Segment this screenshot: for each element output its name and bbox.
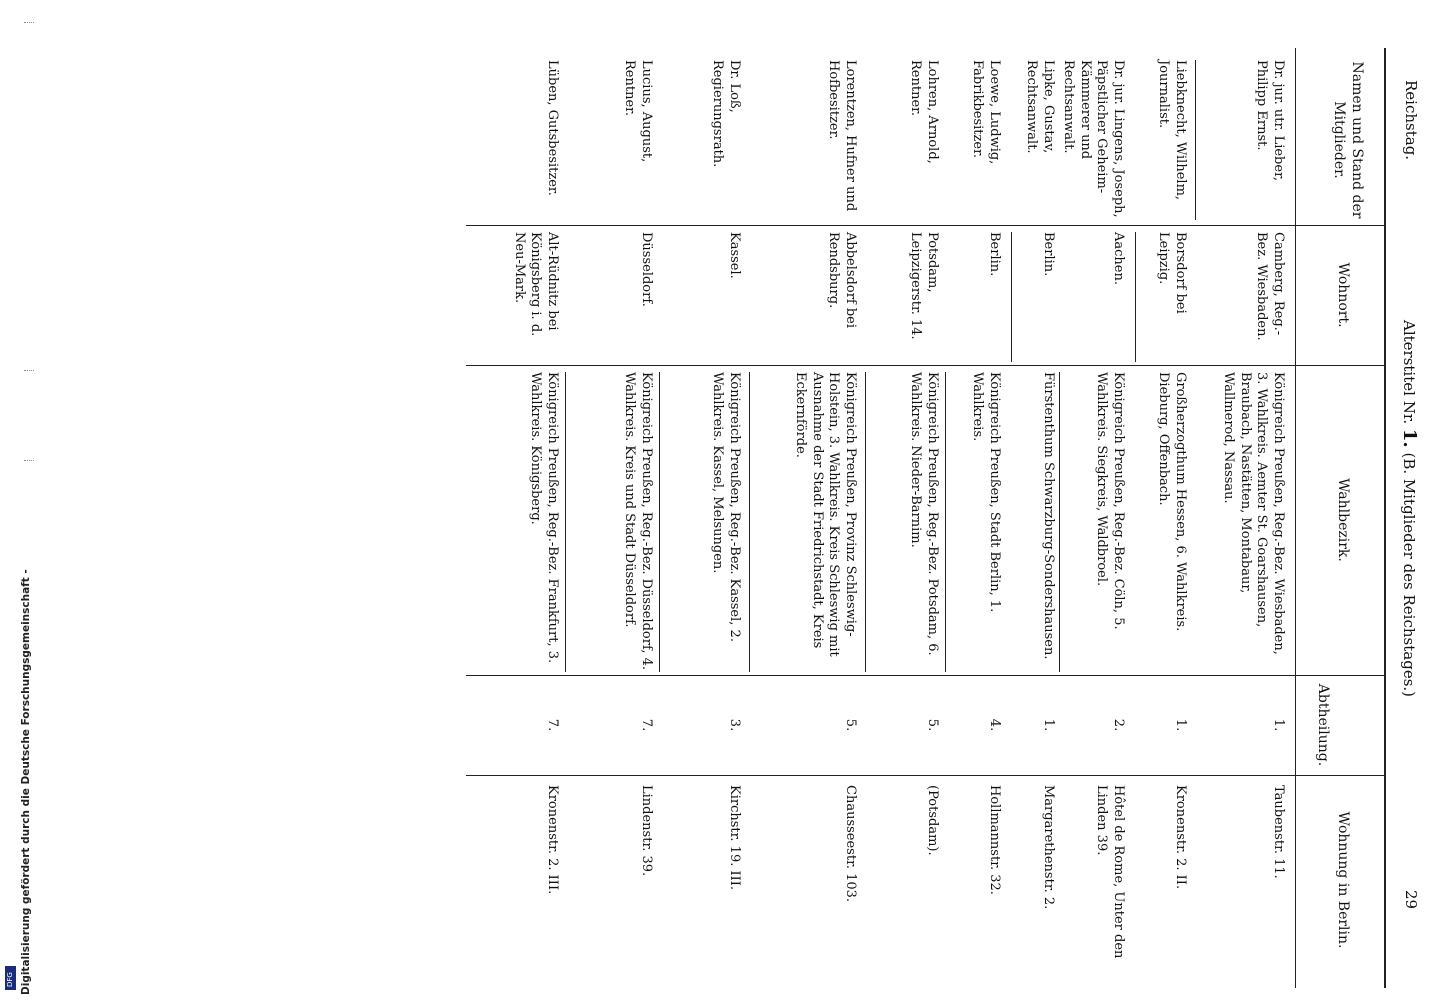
row-berlin: Lindenstr. 39.: [639, 785, 654, 877]
dfg-logo: [5, 966, 16, 990]
row-residence: Kassel.: [727, 232, 742, 279]
row-berlin: Kronenstr. 2. II.: [1173, 785, 1188, 890]
row-division: 1.: [1041, 718, 1056, 732]
row-district: Fürstenthum Schwarzburg-Sondershausen.: [1041, 372, 1056, 660]
col-header-division: Abtheilung.: [1315, 683, 1331, 767]
col-header-district: Wahlbezirk.: [1335, 478, 1351, 562]
row-division: 3.: [727, 718, 742, 732]
row-residence: Alt-Rüdnitz bei Königsberg i. d. Neu-Mark.: [512, 232, 560, 337]
header-rule: [1384, 48, 1386, 988]
row-residence: Camberg, Reg.-Bez. Wiesbaden.: [1254, 232, 1286, 341]
row-residence: Berlin.: [987, 232, 1002, 277]
row-berlin: Hollmannstr. 32.: [987, 785, 1002, 895]
row-district: Königreich Preußen, Reg.-Bez. Kassel, 2. Wahlkreis. Kassel, Melsungen.: [710, 372, 742, 642]
row-rule: [1011, 232, 1012, 362]
row-rule: [1195, 60, 1196, 220]
row-division: 2.: [1111, 718, 1126, 732]
col-header-residence: Wohnort.: [1335, 262, 1351, 328]
col-header-name: Namen und Stand der Mitglieder.: [1331, 61, 1365, 219]
row-berlin: Hôtel de Rome, Unter den Linden 39.: [1094, 785, 1126, 959]
row-rule: [1059, 372, 1060, 672]
row-rule: [749, 372, 750, 672]
row-name: Lohren, Arnold, Rentner.: [908, 60, 940, 164]
row-name: Lorentzen, Hufner und Hofbesitzer.: [826, 60, 858, 212]
row-division: 1.: [1271, 718, 1286, 732]
row-name: Lucius, August, Rentner.: [622, 60, 654, 163]
scan-tick: [24, 370, 34, 371]
row-residence: Potsdam, Leipzigerstr. 14.: [908, 232, 940, 340]
scan-tick: [24, 22, 34, 23]
row-name: Dr. Loß, Regierungsrath.: [710, 60, 742, 168]
row-division: 7.: [545, 718, 560, 732]
row-berlin: Kirchstr. 19. III.: [727, 785, 742, 891]
row-division: 4.: [987, 718, 1002, 732]
row-berlin: Taubenstr. 11.: [1271, 785, 1286, 879]
row-district: Königreich Preußen, Reg.-Bez. Düsseldorf, 4. Wahlkreis. Kreis und Stadt Düsseldorf.: [622, 372, 654, 670]
row-name: Loewe, Ludwig, Fabrikbesitzer.: [970, 60, 1002, 165]
row-residence: Abbelsdorf bei Rendsburg.: [826, 232, 858, 329]
header-left: Reichstag.: [1402, 80, 1420, 161]
row-district: Königreich Preußen, Reg.-Bez. Potsdam, 6. Wahlkreis. Nieder-Barnim.: [908, 372, 940, 656]
row-district: Großherzogthum Hessen, 6. Wahlkreis. Dieburg, Offenbach.: [1156, 372, 1188, 632]
col-divider-1: [466, 225, 1386, 226]
row-name: Dr. jur. utr. Lieber, Philipp Ernst.: [1254, 60, 1286, 181]
row-division: 7.: [639, 718, 654, 732]
scan-tick: [24, 460, 34, 461]
row-name: Lipke, Gustav, Rechtsanwalt.: [1024, 60, 1056, 154]
row-rule: [1135, 232, 1136, 362]
row-berlin: Margarethenstr. 2.: [1041, 785, 1056, 910]
row-division: 1.: [1173, 718, 1188, 732]
row-district: Königreich Preußen, Reg.-Bez. Cöln, 5. Wahlkreis. Siegkreis, Waldbroel.: [1094, 372, 1126, 630]
header-center: [1399, 320, 1420, 697]
row-division: 5.: [925, 718, 940, 732]
row-berlin: Chausseestr. 103.: [843, 785, 858, 903]
row-name: Dr. jur. Lingens, Joseph, Päpstlicher Geheim-Kämmerer und Rechtsanwalt.: [1061, 60, 1126, 218]
row-residence: Borsdorf bei Leipzig.: [1156, 232, 1188, 314]
row-name: Liebknecht, Wilhelm, Journalist.: [1156, 60, 1188, 201]
page-number: 29: [1402, 890, 1420, 910]
row-rule: [565, 372, 566, 672]
col-divider-3: [466, 675, 1386, 676]
row-division: 5.: [843, 718, 858, 732]
row-name: Lüben, Gutsbesitzer.: [545, 60, 560, 196]
row-berlin: Kronenstr. 2. III.: [545, 785, 560, 895]
row-residence: Berlin.: [1041, 232, 1056, 277]
row-berlin: (Potsdam).: [925, 785, 940, 856]
col-header-berlin: Wohnung in Berlin.: [1335, 811, 1351, 949]
header-rest: (B. Mitglieder des Reichstages.): [1400, 452, 1418, 698]
digitization-note: Digitalisierung gefördert durch die Deutsche Forschungsgemeinschaft -: [20, 569, 32, 995]
header-center-label: Alterstitel Nr.: [1400, 320, 1418, 425]
col-divider-4: [466, 775, 1386, 776]
row-residence: Düsseldorf.: [639, 232, 654, 307]
heading-rule: [1295, 48, 1296, 988]
row-rule: [865, 372, 866, 672]
row-district: Königreich Preußen, Stadt Berlin, 1. Wahlkreis.: [970, 372, 1002, 613]
row-district: Königreich Preußen, Reg.-Bez. Wiesbaden, 3. Wahlkreis. Aemter St. Goarshausen, Braubach, Nastätten, Montabaur, Wallmerod, Nassau.: [1221, 372, 1286, 655]
row-residence: Aachen.: [1111, 232, 1126, 285]
col-divider-2: [466, 365, 1386, 366]
row-district: Königreich Preußen, Provinz Schleswig-Holstein, 3. Wahlkreis. Kreis Schleswig mit Ausnahme der Stadt Friedrichstadt, Kreis Eckernförde.: [793, 372, 858, 657]
dfg-logo-text: DFG: [6, 972, 14, 987]
row-rule: [659, 372, 660, 672]
row-rule: [945, 372, 946, 672]
row-district: Königreich Preußen, Reg.-Bez. Frankfurt, 3. Wahlkreis. Königsberg.: [528, 372, 560, 664]
header-number: 1.: [1399, 428, 1420, 448]
